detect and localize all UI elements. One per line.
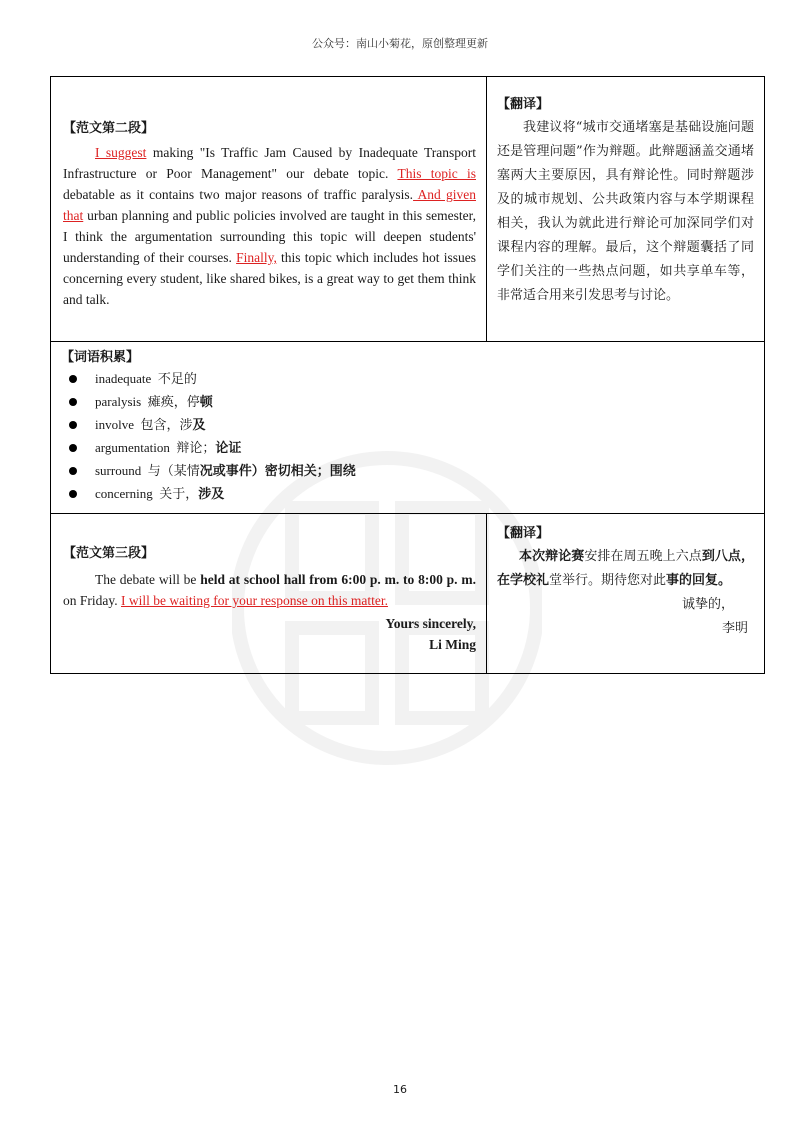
vocab-word: argumentation [95, 440, 170, 455]
vocab-item [61, 413, 754, 436]
vocab-meaning-bold: 论证 [215, 440, 242, 455]
vocab-meaning-bold: 顿 [199, 394, 213, 409]
translation-2-tag: 【翻译】 [497, 97, 550, 112]
highlight-phrase: And given that [63, 187, 476, 223]
translation-bold: 到八点，在学校礼 [497, 549, 754, 588]
highlight-phrase: Finally, [236, 250, 277, 265]
vocabulary-tag: 【词语积累】 [61, 350, 140, 365]
paragraph-text: making "Is Traffic Jam Caused by Inadequate Transport Infrastructure or Poor Management" our debate topic. [63, 145, 476, 181]
vocab-meaning-bold: 况或事件）密切相关；围绕 [199, 463, 356, 478]
translation-bold: 事的回复。 [666, 573, 732, 588]
vocab-item [61, 482, 754, 505]
paragraph-text: this topic which includes hot issues concerning every student, like shared bikes, is a great way to get them think and talk. [63, 250, 476, 307]
closing-salutation: Yours sincerely, [385, 616, 476, 631]
bullet-icon [69, 375, 77, 383]
sample-paragraph-2-cell [51, 77, 487, 342]
page-number: 16 [393, 1083, 407, 1096]
bullet-icon [69, 421, 77, 429]
vocab-meaning: 包含，涉 [140, 417, 193, 432]
section-2-tag: 【范文第二段】 [63, 121, 155, 136]
vocab-word: paralysis [95, 394, 142, 409]
vocab-meaning: 不足的 [157, 371, 197, 386]
translation-name: 李明 [721, 621, 748, 636]
sample-paragraph-3 [63, 569, 476, 611]
sample-paragraph-2 [63, 142, 476, 310]
vocab-item [61, 367, 754, 390]
vocab-word: inadequate [95, 371, 152, 386]
vocab-meaning: 与（某情 [147, 463, 200, 478]
bullet-icon [69, 444, 77, 452]
translation-plain: 安排在周五晚上六点 [584, 549, 702, 564]
translation-closing: 诚挚的， [681, 597, 734, 612]
vocab-item [61, 390, 754, 413]
content-table [50, 76, 765, 674]
paragraph-text: debatable as it contains two major reasons of traffic paralysis. [63, 187, 414, 202]
vocab-meaning-bold: 涉及 [198, 486, 225, 501]
vocab-meaning-bold: 及 [192, 417, 206, 432]
page-header: 公众号：南山小菊花，原创整理更新 [312, 37, 488, 50]
sample-paragraph-3-cell [51, 514, 487, 674]
paragraph-bold-text: held at school hall from 6:00 p. m. to 8:00 p. m. [200, 572, 476, 587]
highlight-phrase: I suggest [95, 145, 147, 160]
vocab-meaning: 辩论； [176, 440, 216, 455]
paragraph-text: on Friday. [63, 593, 121, 608]
vocabulary-cell [51, 342, 765, 514]
translation-bold: 本次辩论赛 [519, 549, 585, 564]
bullet-icon [69, 398, 77, 406]
translation-3-text [497, 545, 754, 593]
vocab-word: concerning [95, 486, 153, 501]
translation-3-cell [487, 514, 765, 674]
bullet-icon [69, 467, 77, 475]
vocabulary-list [61, 367, 754, 505]
translation-2-cell [487, 77, 765, 342]
paragraph-text: The debate will be [95, 572, 201, 587]
translation-3-tag: 【翻译】 [497, 526, 550, 541]
vocab-item [61, 459, 754, 482]
bullet-icon [69, 490, 77, 498]
translation-plain: 堂举行。期待您对此 [549, 573, 667, 588]
vocab-word: surround [95, 463, 142, 478]
section-3-tag: 【范文第三段】 [63, 546, 155, 561]
paragraph-text: urban planning and public policies involved are taught in this semester, I think the argumentation surrounding this topic will deepen students' understanding of their courses. [63, 208, 476, 265]
vocab-meaning: 关于， [159, 486, 199, 501]
signature-name: Li Ming [429, 637, 476, 652]
highlight-phrase: This topic is [397, 166, 476, 181]
vocab-meaning: 瘫痪，停 [147, 394, 200, 409]
vocab-word: involve [95, 417, 134, 432]
vocab-item [61, 436, 754, 459]
highlight-phrase: I will be waiting for your response on this matter. [121, 593, 388, 608]
translation-2-text: 我建议将“城市交通堵塞是基础设施问题还是管理问题”作为辩题。此辩题涵盖交通堵塞两大主要原因，具有辩论性。同时辩题涉及的城市规划、公共政策内容与本学期课程相关，我认为就此进行辩论可加深同学们对课程内容的理解。最后，这个辩题囊括了同学们关注的一些热点问题，如共享单车等，非常适合用来引发思考与讨论。 [497, 120, 754, 303]
